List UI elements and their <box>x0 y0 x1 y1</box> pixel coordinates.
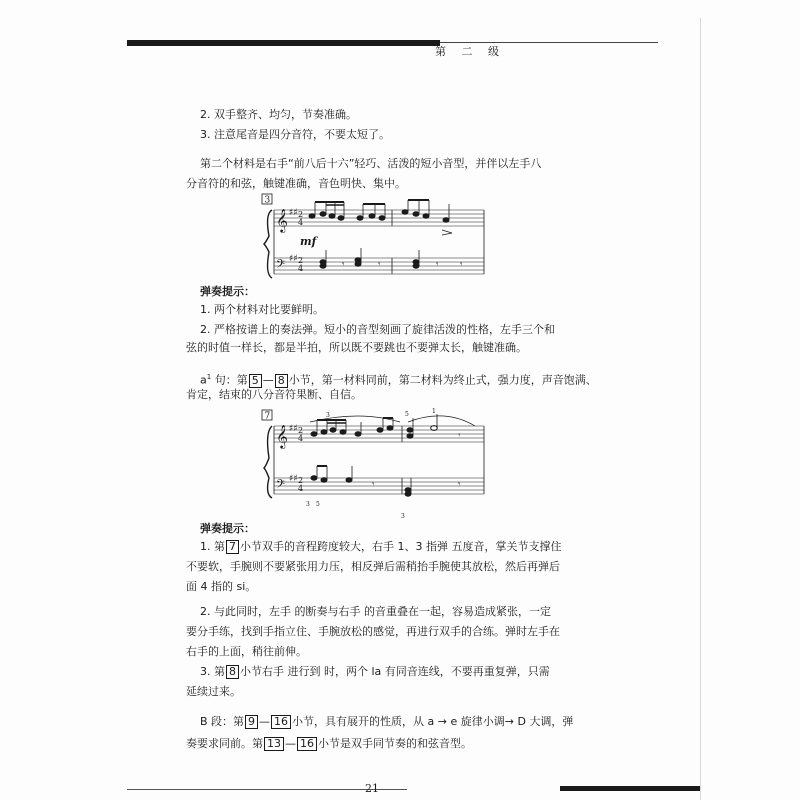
footer-rule-thick <box>560 786 700 791</box>
tips2-item-1-prefix: 1. 第 <box>200 540 225 553</box>
measure-number: 3 <box>264 195 271 206</box>
intro-line-3: 3. 注意尾音是四分音符，不要太短了。 <box>200 128 390 141</box>
tips2-item-2-line-1: 2. 与此同时，左手 的断奏与右手 的音重叠在一起，容易造成紧张，一定 <box>200 605 551 618</box>
dynamic-mark: mf <box>300 235 317 248</box>
b-section-text: 小节是双手同节奏的和弦音型。 <box>318 737 472 750</box>
svg-text:𝄾: 𝄾 <box>458 431 461 441</box>
finger-number: 3 <box>306 501 310 508</box>
tips2-item-2-line-2: 要分手练，找到手指立住、手腕放松的感觉，再进行双手的合练。弹时左手在 <box>186 625 560 638</box>
tips1-item-2-line-2: 弦的时值一样长，都是半拍，所以既不要跳也不要弹太长，触键准确。 <box>186 341 527 354</box>
bass-clef: 𝄢 <box>276 478 286 494</box>
a1-line-2: 肯定，结束的八分音符果断、自信。 <box>186 388 362 401</box>
svg-text:𝄾: 𝄾 <box>436 260 439 270</box>
material2-line-2: 分音符的和弦，触键准确，音色明快、集中。 <box>186 177 406 190</box>
measure-box: 13 <box>264 737 284 751</box>
tips2-item-1-line-3: 面 4 指的 si。 <box>186 580 257 593</box>
tips1-item-1: 1. 两个材料对比要鲜明。 <box>200 303 324 316</box>
tips2-item-3-text: 小节右手 进行到 时，两个 la 有同音连线，不要再重复弹，只需 <box>240 665 550 678</box>
intro-line-2: 2. 双手整齐、均匀，节奏准确。 <box>200 108 357 121</box>
svg-text:♯♯: ♯♯ <box>289 474 298 484</box>
grand-staff-brace <box>264 426 272 498</box>
measure-box: 8 <box>275 374 288 388</box>
treble-notes <box>309 200 452 235</box>
b-section-line-1 <box>200 715 573 729</box>
finger-number: 3 <box>401 513 405 520</box>
b-section-line-2 <box>186 737 472 751</box>
a1-line-1 <box>200 370 597 388</box>
header-rule <box>127 40 440 46</box>
measure-box: 16 <box>271 715 291 729</box>
chapter-title: 第 二 级 <box>435 45 505 58</box>
tips2-item-1-line-1 <box>200 540 562 554</box>
slur <box>408 416 475 426</box>
svg-text:2: 2 <box>298 426 304 435</box>
material2-line-1: 第二个材料是右手“前八后十六”轻巧、活泼的短小音型，并伴以左手八 <box>200 157 542 170</box>
tips2-item-1-text: 小节双手的音程跨度较大，右手 1、3 指弹 五度音，掌关节支撑住 <box>240 540 562 553</box>
measure-box: 5 <box>249 374 262 388</box>
b-section-prefix: B 段：第 <box>200 715 245 728</box>
svg-text:♯♯: ♯♯ <box>289 424 298 434</box>
range-dash: — <box>259 715 271 728</box>
grand-staff-brace <box>264 210 272 278</box>
svg-text:4: 4 <box>298 434 304 443</box>
measure-box: 9 <box>245 715 258 729</box>
b-section-text: 小节，具有展开的性质，从 a → e 旋律小调→ D 大调，弹 <box>292 715 574 728</box>
svg-text:2: 2 <box>298 256 304 265</box>
a1-superscript: 1 <box>206 373 212 381</box>
tips2-item-1-line-2: 不要软，手腕则不要紧张用力压，相反弹后需稍抬手腕使其放松，然后再弹后 <box>186 560 560 573</box>
svg-text:𝄾: 𝄾 <box>372 480 375 490</box>
finger-number: 5 <box>405 411 409 418</box>
page-edge <box>700 18 701 800</box>
finger-number: 3 <box>326 412 330 419</box>
a1-text: 小节，第一材料同前，第二材料为终止式，强力度，声音饱满、 <box>288 373 597 387</box>
finger-number: 1 <box>432 408 436 415</box>
tips1-item-2-line-1: 2. 严格按谱上的奏法弹。短小的音型刻画了旋律活泼的性格，左手三个和 <box>200 323 555 336</box>
page-number: 21 <box>365 782 379 795</box>
svg-text:4: 4 <box>298 218 304 227</box>
bass-clef: 𝄢 <box>276 258 286 274</box>
treble-clef: 𝄞 <box>276 208 288 232</box>
measure-number: 7 <box>264 411 271 422</box>
bass-notes <box>311 466 411 496</box>
svg-text:2: 2 <box>298 210 304 219</box>
svg-text:4: 4 <box>298 264 304 273</box>
svg-text:2: 2 <box>298 476 304 485</box>
a1-prefix: a <box>200 373 207 387</box>
svg-text:𝄾: 𝄾 <box>460 260 463 270</box>
score-excerpt-1 <box>260 192 490 280</box>
svg-text:𝄾: 𝄾 <box>378 260 381 270</box>
svg-text:4: 4 <box>298 484 304 493</box>
range-dash: — <box>285 737 296 750</box>
score-excerpt-2 <box>260 408 490 524</box>
svg-text:𝄾: 𝄾 <box>458 480 461 490</box>
tips2-item-3-line-2: 延续过来。 <box>186 685 241 698</box>
range-dash: — <box>262 373 274 387</box>
measure-box: 7 <box>226 540 239 554</box>
svg-text:♯♯: ♯♯ <box>289 254 298 264</box>
a1-mid: 句：第 <box>211 373 248 387</box>
svg-text:𝄾: 𝄾 <box>342 260 345 270</box>
finger-number: 5 <box>316 501 320 508</box>
bass-staff <box>274 478 484 494</box>
tips2-item-2-line-3: 右手的上面，稍往前伸。 <box>186 645 307 658</box>
tips2-item-3-prefix: 3. 第 <box>200 665 225 678</box>
b-section-text: 奏要求同前。第 <box>186 737 263 750</box>
tips2-item-3-line-1 <box>200 665 550 679</box>
tips-heading-1: 弹奏提示： <box>200 285 255 298</box>
treble-clef: 𝄞 <box>276 424 288 448</box>
tips-heading-2: 弹奏提示： <box>200 522 255 535</box>
measure-box: 8 <box>226 665 239 679</box>
measure-box: 16 <box>297 737 317 751</box>
key-signature-sharps: ♯♯ <box>289 208 298 218</box>
